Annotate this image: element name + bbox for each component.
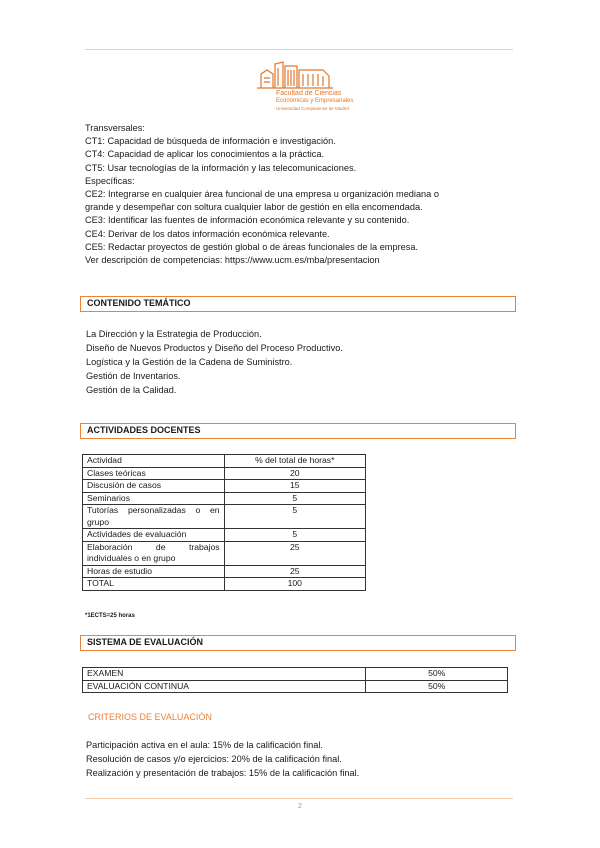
especificas-title: Específicas: bbox=[85, 175, 135, 186]
table-header-row bbox=[83, 455, 366, 468]
table-cell: Clases teóricas bbox=[83, 467, 225, 480]
criterios-list bbox=[86, 738, 516, 780]
table-cell: 100 bbox=[224, 578, 365, 591]
competencia-line: CT5: Usar tecnologías de la información y las telecomunicaciones. bbox=[85, 162, 357, 173]
table-row bbox=[83, 492, 366, 505]
list-item: Diseño de Nuevos Productos y Diseño del Proceso Productivo. bbox=[86, 343, 343, 353]
list-item: Gestión de Inventarios. bbox=[86, 371, 181, 381]
list-item: Resolución de casos y/o ejercicios: 20% de la calificación final. bbox=[86, 754, 342, 764]
table-cell: Elaboración de trabajos individuales o en grupo bbox=[83, 541, 225, 565]
table-cell: EXAMEN bbox=[83, 668, 366, 681]
table-cell: TOTAL bbox=[83, 578, 225, 591]
table-cell: Discusión de casos bbox=[83, 480, 225, 493]
table-cell: 50% bbox=[366, 668, 508, 681]
contenido-section-header bbox=[80, 296, 516, 312]
table-row bbox=[83, 467, 366, 480]
competencia-line: CT1: Capacidad de búsqueda de información e investigación. bbox=[85, 136, 336, 147]
table-cell: EVALUACIÓN CONTINUA bbox=[83, 680, 366, 693]
logo-line-3: Universidad Complutense de Madrid bbox=[276, 106, 349, 111]
table-row bbox=[83, 529, 366, 542]
header-cell: % del total de horas* bbox=[224, 455, 365, 468]
header-rule bbox=[85, 49, 513, 50]
table-cell: 5 bbox=[224, 492, 365, 505]
section-title: SISTEMA DE EVALUACIÓN bbox=[87, 637, 204, 647]
table-cell: Horas de estudio bbox=[83, 565, 225, 578]
table-row bbox=[83, 578, 366, 591]
evaluacion-table bbox=[82, 667, 508, 693]
criterios-title: CRITERIOS DE EVALUACIÓN bbox=[88, 712, 212, 722]
table-cell: 5 bbox=[224, 529, 365, 542]
list-item: Participación activa en el aula: 15% de la calificación final. bbox=[86, 740, 323, 750]
evaluacion-section-header bbox=[80, 635, 516, 651]
actividades-section-header bbox=[80, 423, 516, 439]
list-item: Realización y presentación de trabajos: 15% de la calificación final. bbox=[86, 768, 360, 778]
table-row bbox=[83, 541, 366, 565]
page-number: 2 bbox=[298, 803, 302, 810]
table-cell: 25 bbox=[224, 565, 365, 578]
logo-line-1: Facultad de Ciencias bbox=[276, 90, 342, 97]
list-item: Logística y la Gestión de la Cadena de Suministro. bbox=[86, 357, 293, 367]
table-cell: 20 bbox=[224, 467, 365, 480]
competencia-line: grande y desempeñar con soltura cualquier labor de gestión en ella encomendada. bbox=[85, 202, 423, 213]
contenido-list bbox=[86, 327, 516, 397]
footer-rule bbox=[85, 798, 513, 799]
competencias-block bbox=[85, 122, 515, 267]
table-row bbox=[83, 565, 366, 578]
transversales-title: Transversales: bbox=[85, 123, 145, 133]
list-item: La Dirección y la Estrategia de Producción. bbox=[86, 329, 262, 339]
competencia-line: CE5: Redactar proyectos de gestión global o de áreas funcionales de la empresa. bbox=[85, 241, 418, 252]
table-cell: Tutorías personalizadas o en grupo bbox=[83, 505, 225, 529]
ects-footnote: *1ECTS=25 horas bbox=[85, 613, 135, 619]
table-row bbox=[83, 505, 366, 529]
table-row bbox=[83, 480, 366, 493]
table-row bbox=[83, 668, 508, 681]
competencia-line: CE2: Integrarse en cualquier área funcional de una empresa u organización mediana o bbox=[85, 189, 439, 200]
competencia-line: CE3: Identificar las fuentes de información económica relevante y su contenido. bbox=[85, 215, 410, 226]
section-title: CONTENIDO TEMÁTICO bbox=[87, 298, 191, 308]
table-row bbox=[83, 680, 508, 693]
table-cell: 15 bbox=[224, 480, 365, 493]
competencia-line: CE4: Derivar de los datos información económica relevante. bbox=[85, 228, 330, 239]
table-cell: 25 bbox=[224, 541, 365, 565]
section-title: ACTIVIDADES DOCENTES bbox=[87, 425, 201, 435]
table-cell: Seminarios bbox=[83, 492, 225, 505]
actividades-table bbox=[82, 454, 366, 591]
table-cell: 5 bbox=[224, 505, 365, 529]
table-cell: 50% bbox=[366, 680, 508, 693]
header-cell: Actividad bbox=[83, 455, 225, 468]
competencia-line: CT4: Capacidad de aplicar los conocimientos a la práctica. bbox=[85, 149, 324, 160]
competencias-link[interactable]: Ver descripción de competencias: https://www.ucm.es/mba/presentacion bbox=[85, 255, 380, 266]
table-cell: Actividades de evaluación bbox=[83, 529, 225, 542]
logo-line-2: Económicas y Empresariales bbox=[276, 98, 354, 104]
list-item: Gestión de la Calidad. bbox=[86, 385, 177, 395]
